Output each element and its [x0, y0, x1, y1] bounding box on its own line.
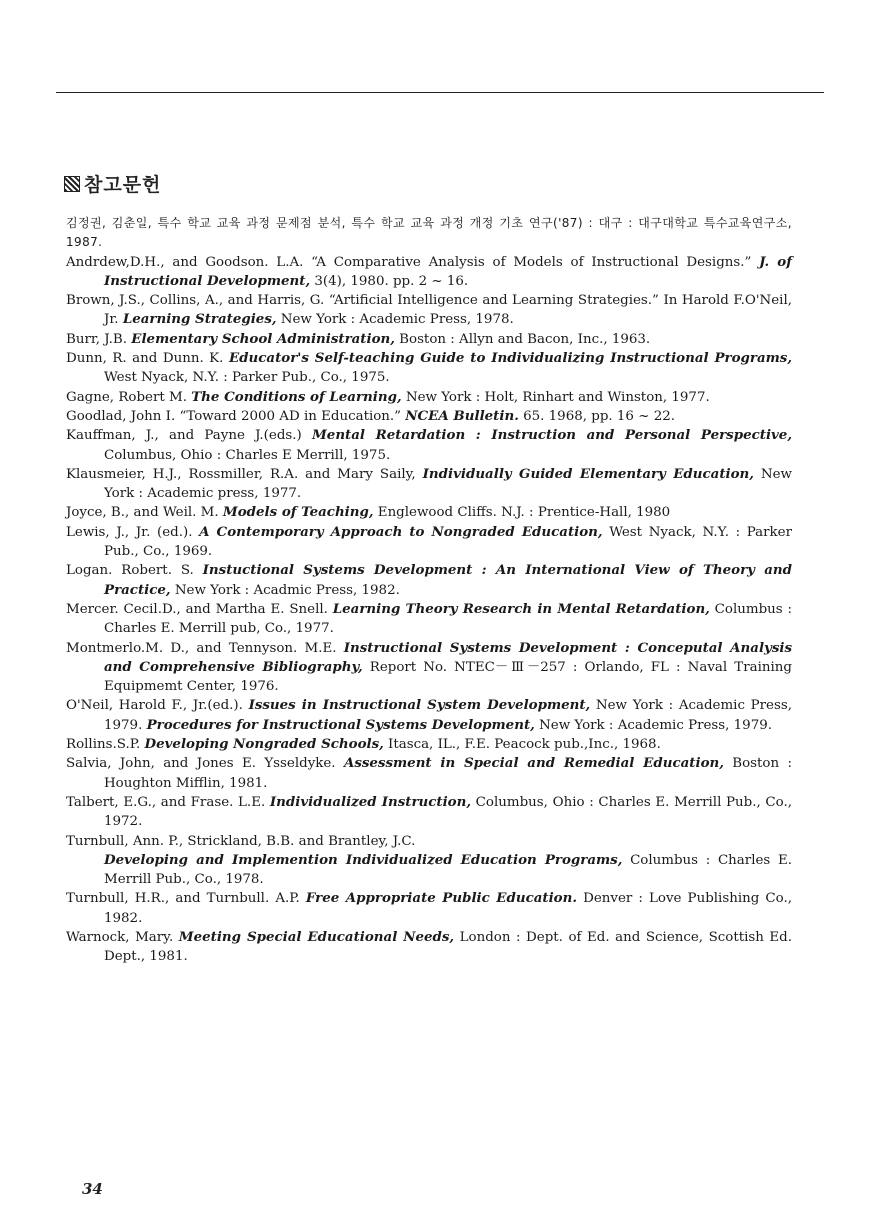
reference-item: Mercer. Cecil.D., and Martha E. Snell. Learning Theory Research in Mental Retardation, Columbus : Charles E. Merrill pub, Co., 1977.: [66, 600, 792, 637]
reference-item: Warnock, Mary. Meeting Special Educational Needs, London : Dept. of Ed. and Science, Scottish Ed. Dept., 1981.: [66, 928, 792, 965]
reference-item: 김정권, 김춘일, 특수 학교 교육 과정 문제점 분석, 특수 학교 교육 과정 개정 기초 연구('87) : 대구 : 대구대학교 특수교육연구소, 1987.: [66, 216, 792, 250]
reference-item: Kauffman, J., and Payne J.(eds.) Mental Retardation : Instruction and Personal Perspective, Columbus, Ohio : Charles E Merrill, 1975.: [66, 427, 792, 463]
reference-item: Dunn, R. and Dunn. K. Educator's Self-teaching Guide to Individualizing Instructional Programs, West Nyack, N.Y. : Parker Pub., Co., 1975.: [66, 350, 792, 386]
reference-item: Turnbull, Ann. P., Strickland, B.B. and Brantley, J.C. Developing and Implemention Individualized Education Programs, Columbus : Charles E. Merrill Pub., Co., 1978.: [66, 833, 792, 888]
reference-item: Brown, J.S., Collins, A., and Harris, G. “Artificial Intelligence and Learning Strategies.” In Harold F.O'Neil, Jr. Learning Strategies, New York : Academic Press, 1978.: [66, 293, 792, 328]
page-number: 34: [82, 1180, 103, 1198]
reference-item: Goodlad, John I. “Toward 2000 AD in Education.” NCEA Bulletin. 65. 1968, pp. 16 ~ 22.: [66, 407, 675, 424]
reference-item: Gagne, Robert M. The Conditions of Learning, New York : Holt, Rinhart and Winston, 1977.: [66, 388, 710, 405]
reference-item: Burr, J.B. Elementary School Administration, Boston : Allyn and Bacon, Inc., 1963.: [66, 330, 651, 347]
reference-item: Turnbull, H.R., and Turnbull. A.P. Free Appropriate Public Education. Denver : Love Publishing Co., 1982.: [66, 890, 792, 926]
section-heading: [64, 170, 161, 197]
section-marker-icon: [64, 176, 80, 192]
reference-item: Talbert, E.G., and Frase. L.E. Individualized Instruction, Columbus, Ohio : Charles E. Merrill Pub., Co., 1972.: [66, 793, 793, 830]
reference-item: Salvia, John, and Jones E. Ysseldyke. Assessment in Special and Remedial Education, Boston : Houghton Mifflin, 1981.: [66, 755, 792, 791]
reference-list: [66, 214, 792, 967]
reference-item: Lewis, J., Jr. (ed.). A Contemporary Approach to Nongraded Education, West Nyack, N.Y. : Parker Pub., Co., 1969.: [66, 523, 792, 560]
reference-item: Klausmeier, H.J., Rossmiller, R.A. and Mary Saily, Individually Guided Elementary Education, New York : Academic press, 1977.: [66, 465, 792, 502]
section-title: 참고문헌: [84, 174, 162, 196]
reference-item: Logan. Robert. S. Instuctional Systems Development : An International View of Theory and Practice, New York : Acadmic Press, 1982.: [66, 562, 793, 598]
reference-item: Andrdew,D.H., and Goodson. L.A. “A Comparative Analysis of Models of Instructional Designs.” J. of Instructional Development, 3(4), 1980. pp. 2 ~ 16.: [66, 253, 793, 289]
reference-item: Rollins.S.P. Developing Nongraded Schools, Itasca, IL., F.E. Peacock pub.,Inc., 1968.: [66, 736, 661, 753]
top-rule: [56, 92, 824, 93]
reference-item: Montmerlo.M. D., and Tennyson. M.E. Instructional Systems Development : Conceputal Analysis and Comprehensive Bibliography, Report No. NTEC－Ⅲ－257 : Orlando, FL : Naval Training Equipmemt Center, 1976.: [66, 639, 793, 695]
reference-item: Joyce, B., and Weil. M. Models of Teaching, Englewood Cliffs. N.J. : Prentice-Hall, 1980: [66, 504, 671, 521]
reference-item: O'Neil, Harold F., Jr.(ed.). Issues in Instructional System Development, New York : Academic Press, 1979. Procedures for Instructional Systems Development, New York : Academic Press, 1979.: [66, 697, 792, 733]
